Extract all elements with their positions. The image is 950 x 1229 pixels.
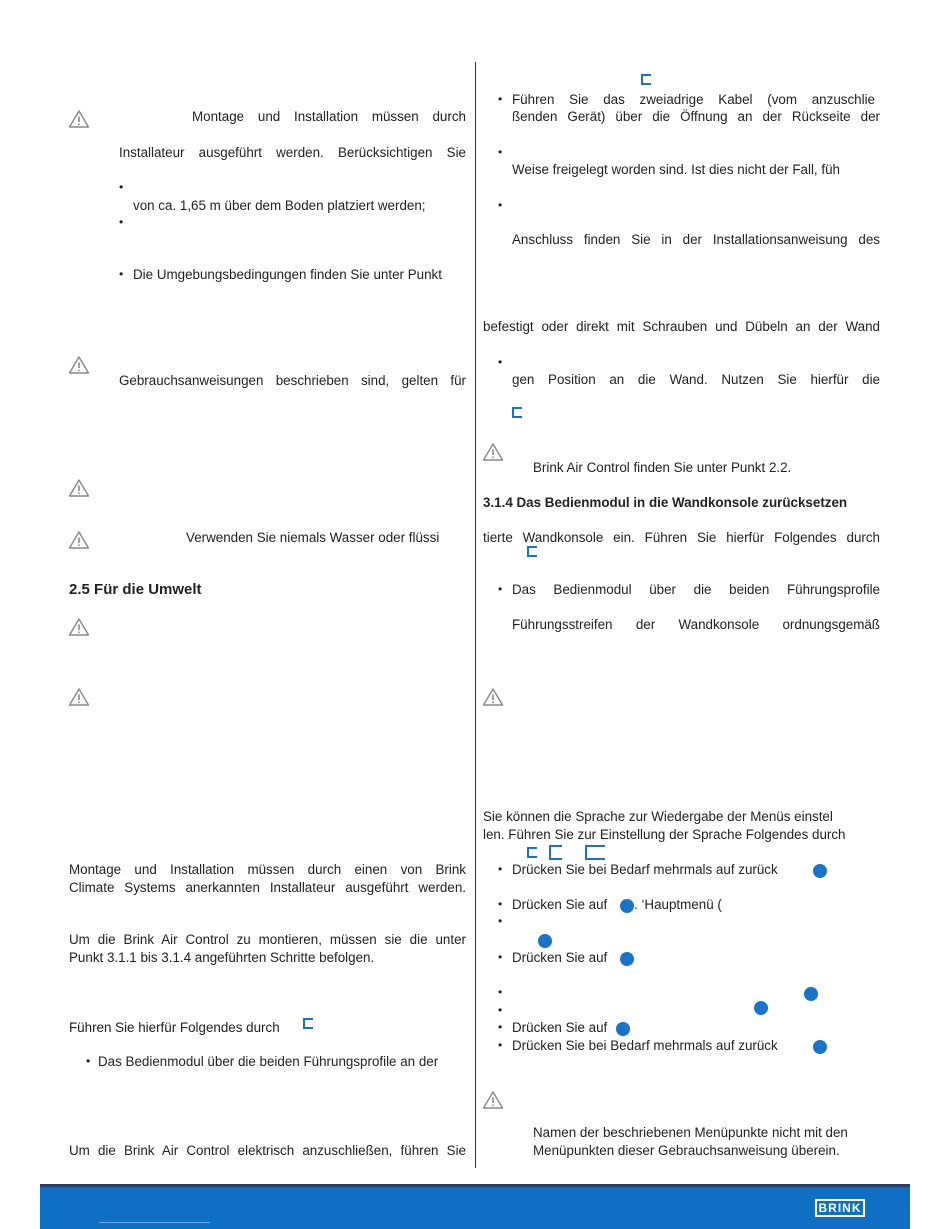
bullet: • [498, 897, 503, 911]
bullet: • [498, 914, 503, 928]
warning-text: Brink Air Control finden Sie unter Punkt 2.2. [533, 460, 792, 475]
button-icon [754, 1001, 768, 1015]
step-text: Drücken Sie auf [512, 950, 608, 965]
button-icon [620, 952, 634, 966]
back-button-icon [813, 1040, 827, 1054]
bullet: • [119, 267, 124, 281]
bullet: • [498, 1038, 503, 1052]
list-item: Die Umgebungsbedingungen finden Sie unter Punkt [133, 267, 442, 282]
bullet: • [119, 180, 124, 194]
paragraph-line: Climate Systems anerkannten Installateur ausgeführt werden. [69, 880, 466, 895]
bullet: • [498, 985, 503, 999]
brink-logo: BRINK [815, 1199, 865, 1217]
warning-icon [68, 687, 90, 707]
warning-icon [482, 1090, 504, 1110]
list-item: Anschluss finden Sie in der Installationsanweisung des [512, 232, 880, 247]
paragraph-line: befestigt oder direkt mit Schrauben und Dübeln an der Wand [483, 319, 880, 334]
figure-reference-icon [303, 1018, 313, 1029]
section-heading [69, 581, 202, 598]
step-text: Drücken Sie auf [512, 897, 608, 912]
figure-reference-icon [641, 74, 651, 85]
figure-reference-icon [585, 845, 605, 860]
list-item: Führen Sie das zweiadrige Kabel (vom anzuschlie [512, 92, 875, 107]
step-text: . ‘Hauptmenü ( [634, 897, 722, 912]
list-item: Das Bedienmodul über die beiden Führungsprofile an der [98, 1054, 439, 1069]
figure-reference-icon [512, 407, 522, 418]
button-icon [804, 987, 818, 1001]
warning-text: Menüpunkten dieser Gebrauchsanweisung überein. [533, 1143, 840, 1158]
warning-icon [68, 617, 90, 637]
bullet: • [119, 215, 124, 229]
paragraph-line: len. Führen Sie zur Einstellung der Sprache Folgendes durch [483, 827, 846, 842]
paragraph-line: Führen Sie hierfür Folgendes durch [69, 1020, 280, 1035]
paragraph-line: Sie können die Sprache zur Wiedergabe der Menüs einstel [483, 809, 833, 824]
step-text: Drücken Sie auf [512, 1020, 608, 1035]
back-button-icon [813, 864, 827, 878]
figure-reference-icon [527, 546, 537, 557]
button-icon [620, 899, 634, 913]
subsection-heading: 3.1.4 Das Bedienmodul in die Wandkonsole zurücksetzen [483, 495, 848, 510]
warning-icon [482, 687, 504, 707]
list-item: Führungsstreifen der Wandkonsole ordnungsgemäß [512, 617, 880, 632]
bullet: • [498, 145, 503, 159]
bullet: • [498, 198, 503, 212]
list-item: ßenden Gerät) über die Öffnung an der Rückseite der [512, 109, 880, 124]
bullet: • [498, 950, 503, 964]
bullet: • [86, 1054, 91, 1068]
list-item: Weise freigelegt worden sind. Ist dies nicht der Fall, füh [512, 162, 840, 177]
button-icon [538, 934, 552, 948]
warning-text: Namen der beschriebenen Menüpunkte nicht mit den [533, 1125, 848, 1140]
paragraph-line: Montage und Installation müssen durch einen von Brink [69, 862, 466, 877]
bullet: • [498, 862, 503, 876]
paragraph-line: Punkt 3.1.1 bis 3.1.4 angeführten Schritte befolgen. [69, 950, 375, 965]
bullet: • [498, 92, 503, 106]
warning-icon [68, 478, 90, 498]
bullet: • [498, 355, 503, 369]
step-text: Drücken Sie bei Bedarf mehrmals auf zurück [512, 862, 778, 877]
warning-icon [68, 109, 90, 129]
paragraph-line: tierte Wandkonsole ein. Führen Sie hierfür Folgendes durch [483, 530, 880, 545]
paragraph-line: Um die Brink Air Control zu montieren, müssen sie die unter [69, 932, 466, 947]
step-text: Drücken Sie bei Bedarf mehrmals auf zurück [512, 1038, 778, 1053]
warning-text: Gebrauchsanweisungen beschrieben sind, gelten für [119, 373, 466, 388]
warning-icon [68, 355, 90, 375]
bullet: • [498, 1020, 503, 1034]
warning-text: Montage und Installation müssen durch [192, 109, 466, 124]
warning-icon [68, 530, 90, 550]
list-item: von ca. 1,65 m über dem Boden platziert werden; [133, 198, 426, 213]
footer-top-rule [40, 1184, 910, 1187]
footer-link-underline[interactable] [99, 1222, 210, 1223]
section-number: 2.5 [69, 581, 90, 598]
column-divider [475, 62, 476, 1168]
list-item: gen Position an die Wand. Nutzen Sie hierfür die [512, 372, 880, 387]
button-icon [616, 1022, 630, 1036]
bullet: • [498, 1003, 503, 1017]
figure-reference-icon [527, 847, 537, 858]
list-item: Das Bedienmodul über die beiden Führungsprofile [512, 582, 880, 597]
bullet: • [498, 582, 503, 596]
warning-icon [482, 442, 504, 462]
figure-reference-icon [549, 845, 562, 860]
section-title: Für die Umwelt [94, 581, 202, 598]
warning-text: Installateur ausgeführt werden. Berücksichtigen Sie [119, 145, 466, 160]
warning-text: Verwenden Sie niemals Wasser oder flüssi [186, 530, 440, 545]
paragraph-line: Um die Brink Air Control elektrisch anzuschließen, führen Sie [69, 1143, 466, 1158]
